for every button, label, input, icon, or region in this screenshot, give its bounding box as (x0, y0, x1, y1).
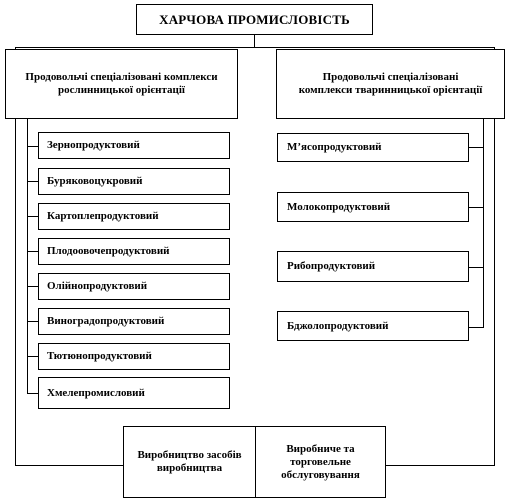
connector-left-item (27, 181, 38, 182)
connector-right-item (469, 207, 484, 208)
right-group-header: Продовольчі спеціалізовані комплекси тваринницької орієнтації (298, 71, 483, 96)
right-item-label: М’ясопродуктовий (287, 141, 382, 153)
connector-left-item (27, 321, 38, 322)
connector-left-inner-spine (27, 118, 28, 394)
left-item-label: Зернопродуктовий (47, 139, 140, 151)
right-group-header-box (276, 49, 505, 119)
connector-top-horizontal (15, 47, 495, 48)
connector-right-item (469, 147, 484, 148)
connector-left-item (27, 216, 38, 217)
connector-left-item (27, 286, 38, 287)
left-item-label: Плодоовочепродуктовий (47, 245, 170, 257)
right-item-label: Рибопродуктовий (287, 260, 376, 272)
connector-left-item (27, 356, 38, 357)
right-item-box (277, 133, 469, 162)
bottom-left-box (123, 426, 256, 498)
left-item-box (38, 273, 230, 300)
left-item-box (38, 377, 230, 409)
connector-right-inner-spine (483, 118, 484, 328)
connector-title-down (254, 34, 255, 48)
right-item-label: Молокопродуктовий (287, 200, 391, 213)
left-item-box (38, 132, 230, 159)
right-item-box (277, 251, 469, 282)
left-item-box (38, 343, 230, 370)
left-item-label: Олійнопродуктовий (47, 280, 148, 292)
connector-right-item (469, 267, 484, 268)
left-group-header-box (5, 49, 238, 119)
connector-left-item (27, 146, 38, 147)
bottom-left-label: Виробництво засобів виробництва (137, 449, 242, 474)
left-item-box (38, 308, 230, 335)
diagram-title: ХАРЧОВА ПРОМИСЛОВІСТЬ (159, 12, 350, 27)
bottom-right-label: Виробниче та торговельне обслуговування (281, 442, 360, 481)
bottom-right-box (255, 426, 386, 498)
right-item-box (277, 192, 469, 222)
title-box (136, 4, 373, 35)
left-item-label: Хмелепромисловий (47, 386, 145, 399)
left-item-label: Тютюнопродуктовий (47, 350, 152, 362)
left-item-label: Виноградопродуктовий (47, 315, 165, 327)
right-item-box (277, 311, 469, 341)
connector-left-item (27, 251, 38, 252)
right-item-label: Бджолопродуктовий (287, 319, 389, 332)
left-item-label: Буряковоцукровий (47, 175, 143, 187)
left-item-box (38, 203, 230, 230)
left-item-box (38, 238, 230, 265)
left-item-label: Картоплепродуктовий (47, 210, 159, 222)
left-item-box (38, 168, 230, 195)
left-group-header: Продовольчі спеціалізовані комплекси рослинницької орієнтації (25, 71, 218, 96)
connector-left-item (27, 393, 38, 394)
connector-right-item (469, 327, 484, 328)
